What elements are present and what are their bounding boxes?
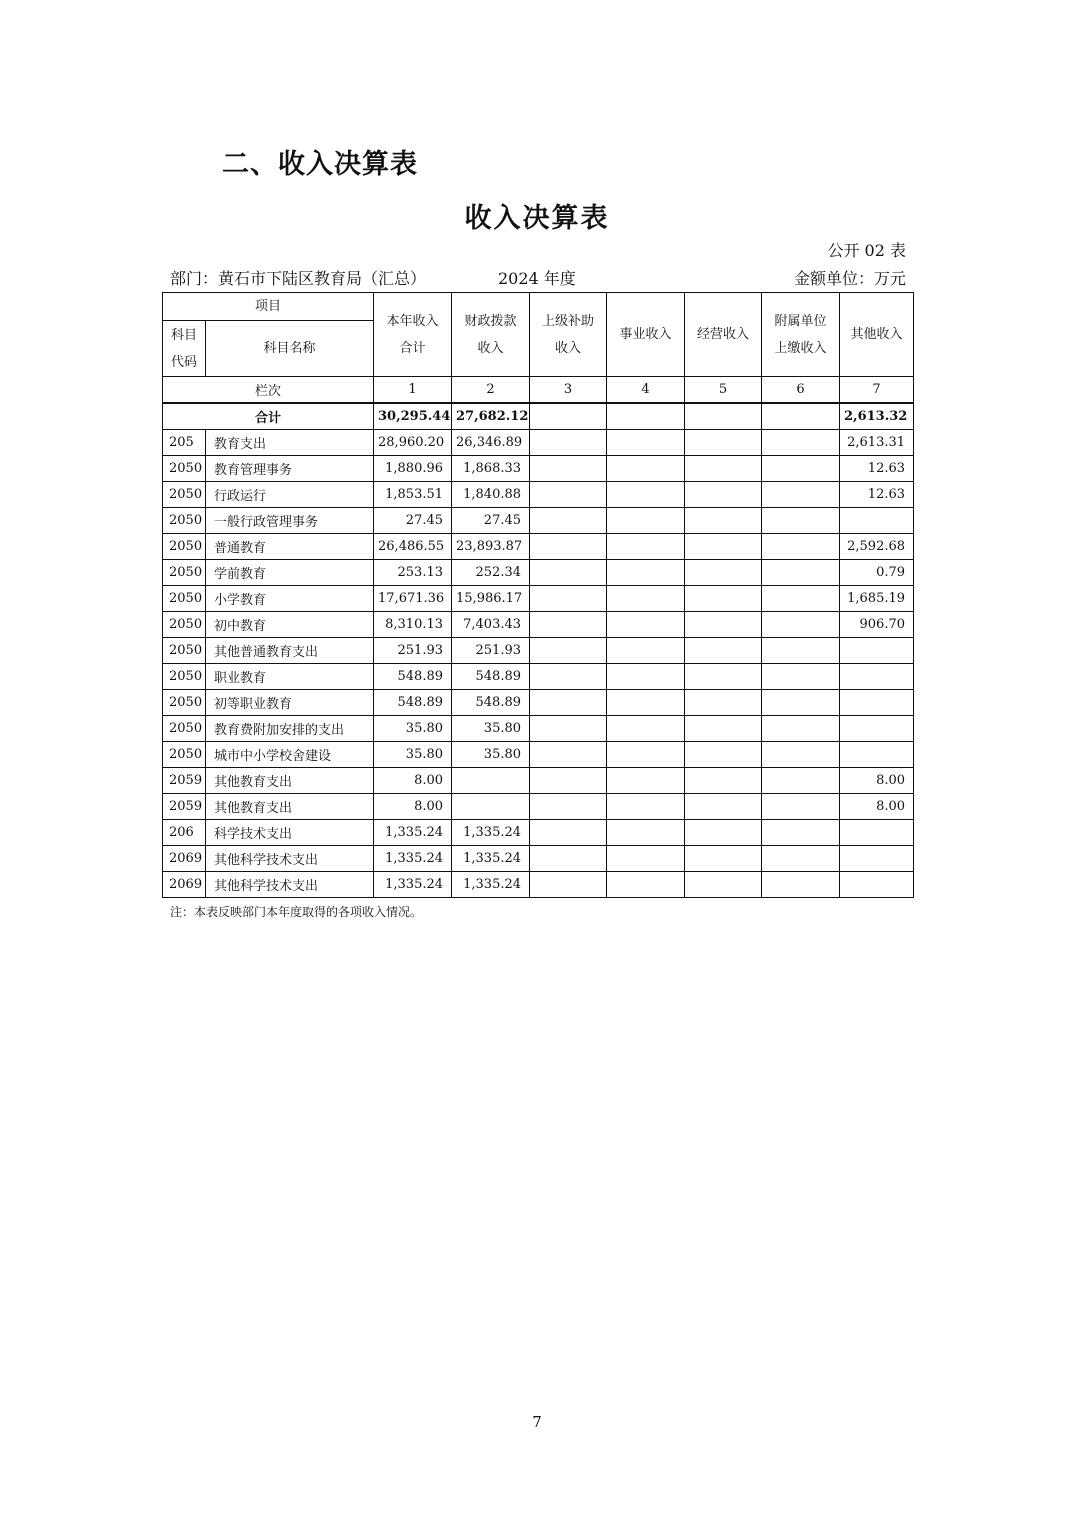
form-code: 公开 02 表	[827, 241, 906, 260]
column-index: 4	[607, 377, 685, 404]
amount-cell	[685, 586, 762, 612]
amount-cell	[685, 430, 762, 456]
subject-code: 2069	[163, 872, 206, 898]
amount-cell: 1,685.19	[840, 586, 914, 612]
subject-name: 初中教育	[206, 612, 374, 638]
subject-name: 初等职业教育	[206, 690, 374, 716]
table-note: 注：本表反映部门本年度取得的各项收入情况。	[170, 905, 423, 919]
amount-cell	[762, 482, 840, 508]
amount-cell: 8,310.13	[374, 612, 452, 638]
amount-cell: 1,840.88	[452, 482, 530, 508]
total-value	[762, 403, 840, 430]
amount-cell	[607, 612, 685, 638]
column-index-row	[163, 377, 914, 404]
amount-cell	[530, 586, 607, 612]
amount-cell	[530, 430, 607, 456]
amount-cell	[685, 482, 762, 508]
amount-cell	[530, 768, 607, 794]
amount-cell	[530, 508, 607, 534]
amount-cell	[685, 456, 762, 482]
amount-cell	[530, 456, 607, 482]
amount-cell	[607, 508, 685, 534]
amount-cell: 27.45	[374, 508, 452, 534]
amount-cell	[762, 820, 840, 846]
amount-cell	[685, 716, 762, 742]
subject-name: 其他教育支出	[206, 768, 374, 794]
amount-cell	[840, 846, 914, 872]
header-name: 科目名称	[206, 321, 374, 377]
amount-cell	[840, 664, 914, 690]
table-row	[163, 430, 914, 456]
table-row	[163, 508, 914, 534]
amount-cell	[530, 820, 607, 846]
header-col-4: 事业收入	[607, 293, 685, 377]
subject-code: 2050	[163, 482, 206, 508]
subject-code: 2050	[163, 534, 206, 560]
subject-code: 2050	[163, 716, 206, 742]
amount-cell	[685, 846, 762, 872]
amount-cell	[685, 612, 762, 638]
subject-name: 其他科学技术支出	[206, 846, 374, 872]
amount-cell	[607, 690, 685, 716]
amount-cell	[452, 768, 530, 794]
department-label: 部门：黄石市下陆区教育局（汇总）	[170, 269, 427, 288]
section-title: 二、收入决算表	[222, 149, 418, 180]
amount-cell	[607, 534, 685, 560]
table-row	[163, 612, 914, 638]
amount-cell	[840, 508, 914, 534]
amount-cell	[762, 456, 840, 482]
amount-cell	[685, 872, 762, 898]
subject-code: 2069	[163, 846, 206, 872]
subject-name: 其他普通教育支出	[206, 638, 374, 664]
amount-cell	[685, 664, 762, 690]
amount-cell: 35.80	[452, 742, 530, 768]
amount-cell	[840, 638, 914, 664]
subject-code: 2050	[163, 664, 206, 690]
subject-code: 2050	[163, 560, 206, 586]
amount-cell	[530, 716, 607, 742]
amount-cell	[607, 482, 685, 508]
amount-cell: 548.89	[452, 690, 530, 716]
amount-cell	[530, 872, 607, 898]
amount-cell: 15,986.17	[452, 586, 530, 612]
subject-code: 2050	[163, 456, 206, 482]
amount-cell	[762, 846, 840, 872]
amount-cell	[762, 560, 840, 586]
amount-cell: 1,335.24	[452, 820, 530, 846]
amount-cell	[840, 820, 914, 846]
amount-cell	[762, 638, 840, 664]
amount-cell	[762, 690, 840, 716]
amount-cell	[685, 534, 762, 560]
amount-cell	[685, 768, 762, 794]
amount-cell: 252.34	[452, 560, 530, 586]
amount-cell	[685, 560, 762, 586]
header-col-1: 本年收入 合计	[374, 293, 452, 377]
total-value	[685, 403, 762, 430]
subject-name: 教育管理事务	[206, 456, 374, 482]
subject-code: 2050	[163, 742, 206, 768]
subject-code: 2050	[163, 612, 206, 638]
total-value: 2,613.32	[840, 403, 914, 430]
amount-cell	[762, 586, 840, 612]
total-value	[530, 403, 607, 430]
table-row	[163, 586, 914, 612]
table-title: 收入决算表	[464, 203, 610, 234]
subject-code: 2050	[163, 508, 206, 534]
amount-cell	[762, 534, 840, 560]
total-row	[163, 403, 914, 430]
total-value	[607, 403, 685, 430]
subject-name: 城市中小学校舍建设	[206, 742, 374, 768]
amount-cell	[607, 430, 685, 456]
amount-cell	[840, 716, 914, 742]
amount-cell: 1,335.24	[452, 872, 530, 898]
amount-cell	[530, 742, 607, 768]
amount-cell	[607, 664, 685, 690]
table-row	[163, 664, 914, 690]
subject-name: 其他教育支出	[206, 794, 374, 820]
amount-cell	[452, 794, 530, 820]
amount-cell	[840, 690, 914, 716]
table-row	[163, 820, 914, 846]
amount-cell: 1,335.24	[374, 820, 452, 846]
subject-name: 一般行政管理事务	[206, 508, 374, 534]
subject-name: 其他科学技术支出	[206, 872, 374, 898]
amount-cell: 28,960.20	[374, 430, 452, 456]
amount-cell	[840, 872, 914, 898]
table-row	[163, 768, 914, 794]
amount-cell: 548.89	[452, 664, 530, 690]
amount-cell	[607, 742, 685, 768]
amount-cell	[762, 664, 840, 690]
amount-cell	[762, 742, 840, 768]
subject-code: 2050	[163, 586, 206, 612]
amount-cell	[607, 560, 685, 586]
amount-cell	[607, 716, 685, 742]
header-col-3: 上级补助 收入	[530, 293, 607, 377]
amount-cell	[607, 872, 685, 898]
amount-cell: 8.00	[840, 768, 914, 794]
header-col-7: 其他收入	[840, 293, 914, 377]
amount-cell	[530, 846, 607, 872]
amount-cell: 1,335.24	[374, 846, 452, 872]
amount-cell: 1,868.33	[452, 456, 530, 482]
column-index: 7	[840, 377, 914, 404]
subject-code: 2050	[163, 690, 206, 716]
amount-cell: 1,335.24	[452, 846, 530, 872]
amount-cell: 12.63	[840, 456, 914, 482]
table-row	[163, 716, 914, 742]
amount-cell	[762, 768, 840, 794]
amount-cell	[607, 638, 685, 664]
amount-cell: 12.63	[840, 482, 914, 508]
subject-name: 行政运行	[206, 482, 374, 508]
amount-cell: 35.80	[374, 716, 452, 742]
header-col-6: 附属单位 上缴收入	[762, 293, 840, 377]
subject-code: 2059	[163, 768, 206, 794]
amount-cell	[685, 794, 762, 820]
amount-cell	[607, 794, 685, 820]
amount-cell	[607, 846, 685, 872]
table-row	[163, 690, 914, 716]
amount-cell: 7,403.43	[452, 612, 530, 638]
amount-cell	[530, 482, 607, 508]
amount-cell: 26,346.89	[452, 430, 530, 456]
amount-cell: 8.00	[374, 794, 452, 820]
amount-cell	[530, 534, 607, 560]
amount-cell: 35.80	[452, 716, 530, 742]
amount-cell: 548.89	[374, 664, 452, 690]
amount-cell	[685, 638, 762, 664]
column-index: 2	[452, 377, 530, 404]
amount-cell	[685, 508, 762, 534]
amount-cell: 23,893.87	[452, 534, 530, 560]
amount-cell	[762, 508, 840, 534]
amount-cell: 8.00	[374, 768, 452, 794]
amount-cell	[530, 794, 607, 820]
amount-cell: 17,671.36	[374, 586, 452, 612]
amount-cell	[762, 872, 840, 898]
amount-cell: 1,880.96	[374, 456, 452, 482]
table-row	[163, 456, 914, 482]
subject-code: 205	[163, 430, 206, 456]
unit-label: 金额单位：万元	[793, 269, 906, 288]
amount-cell: 8.00	[840, 794, 914, 820]
amount-cell	[530, 612, 607, 638]
subject-name: 小学教育	[206, 586, 374, 612]
subject-name: 科学技术支出	[206, 820, 374, 846]
header-item: 项目	[163, 293, 374, 321]
table-row	[163, 482, 914, 508]
amount-cell	[762, 430, 840, 456]
amount-cell	[840, 742, 914, 768]
amount-cell: 1,853.51	[374, 482, 452, 508]
subject-code: 2050	[163, 638, 206, 664]
table-row	[163, 638, 914, 664]
amount-cell: 2,592.68	[840, 534, 914, 560]
amount-cell	[762, 612, 840, 638]
subject-name: 教育支出	[206, 430, 374, 456]
amount-cell: 27.45	[452, 508, 530, 534]
subject-name: 教育费附加安排的支出	[206, 716, 374, 742]
amount-cell: 253.13	[374, 560, 452, 586]
amount-cell	[530, 638, 607, 664]
page-number: 7	[532, 1413, 542, 1431]
amount-cell	[530, 560, 607, 586]
amount-cell	[607, 820, 685, 846]
amount-cell	[607, 456, 685, 482]
header-col-5: 经营收入	[685, 293, 762, 377]
amount-cell: 1,335.24	[374, 872, 452, 898]
header-col-2: 财政拨款 收入	[452, 293, 530, 377]
amount-cell: 906.70	[840, 612, 914, 638]
amount-cell	[685, 690, 762, 716]
total-value: 27,682.12	[452, 403, 530, 430]
amount-cell	[685, 820, 762, 846]
header-row-1	[163, 293, 914, 321]
total-value: 30,295.44	[374, 403, 452, 430]
column-index: 5	[685, 377, 762, 404]
subject-code: 206	[163, 820, 206, 846]
amount-cell: 2,613.31	[840, 430, 914, 456]
amount-cell: 0.79	[840, 560, 914, 586]
amount-cell	[607, 768, 685, 794]
amount-cell	[762, 794, 840, 820]
subject-name: 职业教育	[206, 664, 374, 690]
table-row	[163, 872, 914, 898]
total-label: 合计	[163, 403, 374, 430]
table-row	[163, 846, 914, 872]
amount-cell	[530, 690, 607, 716]
amount-cell	[685, 742, 762, 768]
year-label: 2024 年度	[498, 269, 576, 288]
subject-name: 普通教育	[206, 534, 374, 560]
amount-cell	[530, 664, 607, 690]
column-index-label: 栏次	[163, 377, 374, 404]
amount-cell: 548.89	[374, 690, 452, 716]
header-code: 科目 代码	[163, 321, 206, 377]
amount-cell: 251.93	[452, 638, 530, 664]
amount-cell: 26,486.55	[374, 534, 452, 560]
table-row	[163, 560, 914, 586]
amount-cell: 251.93	[374, 638, 452, 664]
column-index: 3	[530, 377, 607, 404]
subject-name: 学前教育	[206, 560, 374, 586]
column-index: 1	[374, 377, 452, 404]
subject-code: 2059	[163, 794, 206, 820]
amount-cell: 35.80	[374, 742, 452, 768]
amount-cell	[607, 586, 685, 612]
amount-cell	[762, 716, 840, 742]
table-row	[163, 794, 914, 820]
income-table	[162, 292, 914, 898]
column-index: 6	[762, 377, 840, 404]
table-row	[163, 742, 914, 768]
table-row	[163, 534, 914, 560]
